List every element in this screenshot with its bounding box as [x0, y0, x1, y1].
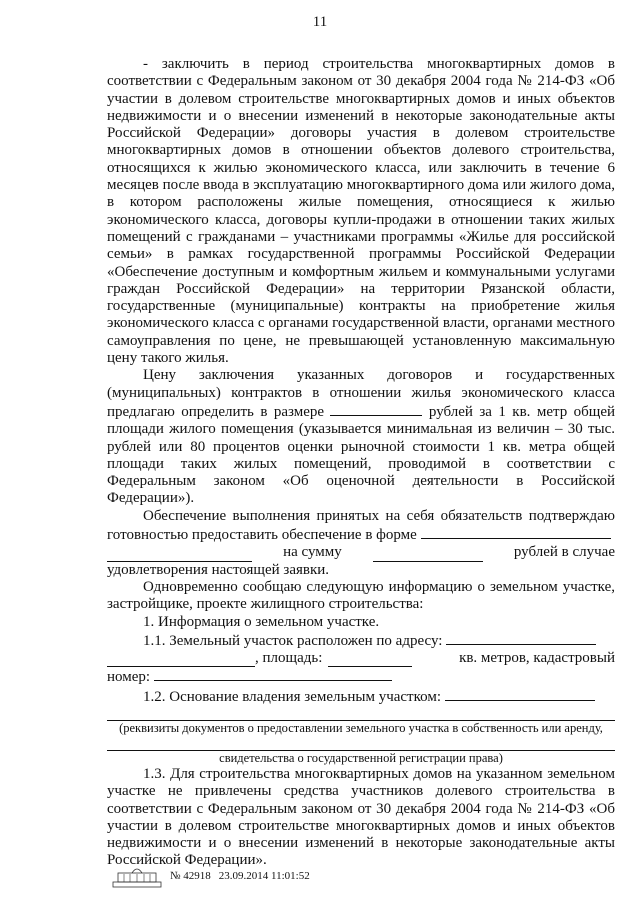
ownership-line: [107, 706, 615, 721]
paragraph-security: [107, 508, 615, 545]
section-land-info: 1. Информация о земельном участке.: [143, 613, 380, 630]
section-area: [107, 650, 615, 667]
page-number: 11: [312, 14, 328, 30]
document-body: [107, 56, 615, 870]
security-form-blank-2: [107, 548, 252, 562]
ownership-line-2: [107, 736, 615, 751]
paragraph-security-end: удовлетворения настоящей заявки.: [107, 561, 330, 578]
paragraph-obligations: - заключить в период строительства многоквартирных домов в соответствии с Федеральным законом от 30 декабря 2004 года № 214-ФЗ «Об участии в долевом строительстве многоквартирных домов и иных объектов недвижимости и о внесении изменений в некоторые законодательные акты Российской Федерации» договоры участия в долевом строительстве многоквартирных домов в отношении объектов долевого строительства, относящихся к жилью экономического класса, или заключить в течение 6 месяцев после ввода в эксплуатацию многоквартирного дома или жилого дома, в котором расположены жилые помещения, относящиеся к жилью экономического класса, договоры купли-продажи в отношении таких жилых помещений с гражданами – участниками программы «Жилье для российской семьи» в рамках государственной программы Российской Федерации «Обеспечение доступным и комфортным жильем и коммунальными услугами граждан Российской Федерации» на территории Рязанской области, государственные (муниципальные) контракты на приобретение жилья экономического класса с органами государственной власти, органами местного самоуправления по цене, не превышающей установленную максимальную цену такого жилья.: [107, 56, 615, 367]
security-sum-label: на сумму: [283, 544, 342, 561]
address-blank: [446, 631, 596, 645]
ownership-label: 1.2. Основание владения земельным участком:: [143, 688, 442, 705]
paragraph-info-intro: Одновременно сообщаю следующую информацию о земельном участке, застройщике, проекте жилищного строительства:: [107, 578, 615, 613]
building-seal-icon: [112, 864, 162, 888]
ownership-note-1: (реквизиты документов о предоставлении земельного участка в собственность или аренду,: [119, 720, 603, 735]
price-blank: [330, 402, 422, 416]
section-address: [107, 631, 615, 650]
ownership-blank: [445, 687, 595, 701]
security-text: Обеспечение выполнения принятых на себя обязательств подтверждаю готовностью предоставить обеспечение в форме: [107, 507, 615, 544]
address-label: 1.1. Земельный участок расположен по адресу:: [143, 632, 443, 649]
price-text-end: рублей за 1 кв. метр общей площади жилого помещения (указывается минимальная из величин – 30 тыс. рублей или 80 процентов оценки рыночной стоимости 1 кв. метра общей площади таких жилых помещений, проводимой в соответствии с Федеральным законом «Об оценочной деятельности в Российской Федерации»).: [107, 403, 616, 507]
area-blank: [328, 653, 412, 667]
section-cadastral: [107, 667, 615, 686]
security-sum-blank: [373, 548, 483, 562]
section-ownership: [107, 687, 615, 706]
document-datetime: 23.09.2014 11:01:52: [218, 870, 310, 882]
price-text-start: Цену заключения указанных договоров и государственных (муниципальных) контрактов в отношении жилья экономического класса предлагаю определить в размере: [107, 367, 615, 420]
area-label: , площадь:: [255, 650, 323, 667]
paragraph-price: [107, 367, 615, 507]
ownership-note-2: свидетельства о государственной регистрации права): [219, 750, 503, 765]
paragraph-security-sum: [107, 544, 615, 561]
address-blank-2: [107, 653, 255, 667]
cadastral-number-blank: [154, 667, 392, 681]
section-no-shared-funds: 1.3. Для строительства многоквартирных домов на указанном земельном участке не привлечены средства участников долевого строительства в соответствии с Федеральным законом от 30 декабря 2004 года № 214-ФЗ «Об участии в долевом строительстве многоквартирных домов и иных объектов недвижимости и о внесении изменений в некоторые законодательные акты Российской Федерации».: [107, 765, 615, 869]
footer-stamp: [112, 864, 310, 888]
security-sum-tail: рублей в случае: [513, 544, 615, 561]
cadastral-label: кв. метров, кадастровый: [459, 650, 615, 667]
security-form-blank: [421, 525, 611, 539]
document-number: № 42918: [170, 870, 211, 882]
cadastral-number-label: номер:: [107, 669, 151, 686]
